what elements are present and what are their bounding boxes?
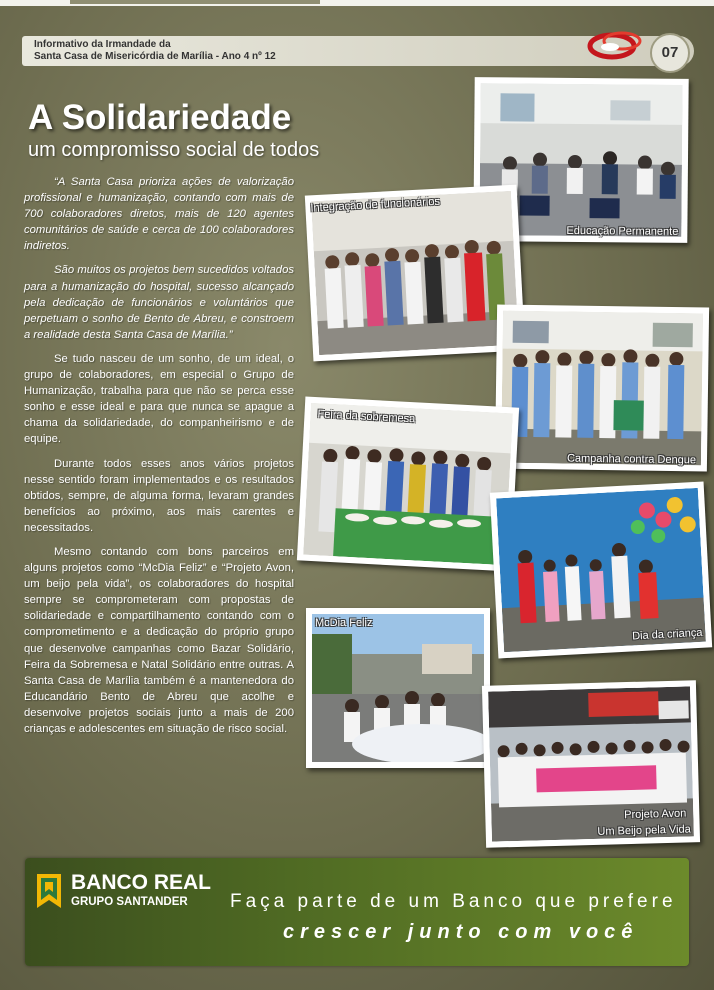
dengue-campaign-photo-icon [501,311,703,466]
banco-real-logo-icon [37,874,61,908]
page-number: 07 [650,33,690,73]
photo-mcdia-feliz [306,608,490,768]
caption-feira-sobremesa: Feira da sobremesa [317,408,416,426]
paragraph-quote-1: “A Santa Casa prioriza ações de valorização profissional e humanização, contando com mais de 700 colaboradores diretos, mais de 120 agentes comunitários de saúde e cerca de 100 colaboradores indiretos. [24,176,294,253]
photo-projeto-avon [482,680,700,848]
bank-group: GRUPO SANTANDER [71,896,188,908]
paragraph-quote-2: São muitos os projetos bem sucedidos voltados para a humanização do hospital, sucesso alcançado pela dedicação de funcionários e voluntários que perpetuam o sonho de Bento de Abreu, e constroem a realidade desta Santa Casa de Marília.” [24,264,294,341]
mcdia-photo-icon [312,614,484,762]
article-subtitle: um compromisso social de todos [28,139,320,161]
caption-campanha-dengue: Campanha contra Dengue [566,452,697,467]
caption-integracao-funcionarios: Integração de funcionários [310,195,441,215]
caption-educacao-permanente: Educação Permanente [566,224,679,238]
dessert-fair-photo-icon [303,403,513,565]
group-photo-icon [311,191,519,355]
top-strip-bar [70,0,320,4]
paragraph-3: Se tudo nasceu de um sonho, de um ideal, o grupo de colaboradores, em especial o Grupo de Humanização, trabalha para que não se perca esse sonho e esse ideal e para que nunca se apague a chama da solidariedade, do companheirismo e de equipe. [24,352,294,446]
caption-mcdia-feliz: McDia Feliz [315,617,373,629]
advert-slogan-line2: crescer junto com você [283,921,639,943]
advert-slogan-line1: Faça parte de um Banco que prefere [230,891,677,912]
article-body [24,174,294,745]
paragraph-4: Durante todos esses anos vários projetos nesse sentido foram implementados e os resultados obtidos, sempre, de alguma forma, levaram grandes benefícios ao próximo, aos mais carentes e necessitados. [24,457,294,534]
photo-campanha-dengue [495,305,709,472]
top-strip [0,0,714,6]
article-title: A Solidariedade [28,98,292,137]
header-publication: Informativo da Irmandade da [34,39,171,50]
caption-projeto-avon-2: Um Beijo pela Vida [597,823,691,838]
paragraph-5: Mesmo contando com bons parceiros em alguns projetos como “McDia Feliz” e “Projeto Avon, um beijo pela vida”, os colaboradores do hospital sempre se comprometeram com propostas de solidariedade e compartilhamento contando com o comprometimento e a dedicação do próprio grupo que desenvolve campanhas como Bazar Solidário, Feira da Sobremesa e Natal Solidário entre outras. A Santa Casa de Marília também é a mantenedora do Educandário Bento de Abreu que acolhe e desenvolve projetos sociais junto a mais de 200 crianças e adolescentes em situação de risco social. [24,545,294,735]
bank-name: BANCO REAL [71,871,211,894]
banco-real-advert[interactable] [25,858,689,966]
caption-dia-crianca: Dia da criança [631,626,703,643]
photo-integracao-funcionarios [305,185,525,362]
caption-projeto-avon-1: Projeto Avon [624,807,687,822]
santa-casa-logo-icon [586,27,644,61]
photo-dia-crianca [490,482,712,659]
photo-feira-sobremesa [297,397,519,572]
header-edition: Santa Casa de Misericórdia de Marília - Ano 4 nº 12 [34,51,276,62]
